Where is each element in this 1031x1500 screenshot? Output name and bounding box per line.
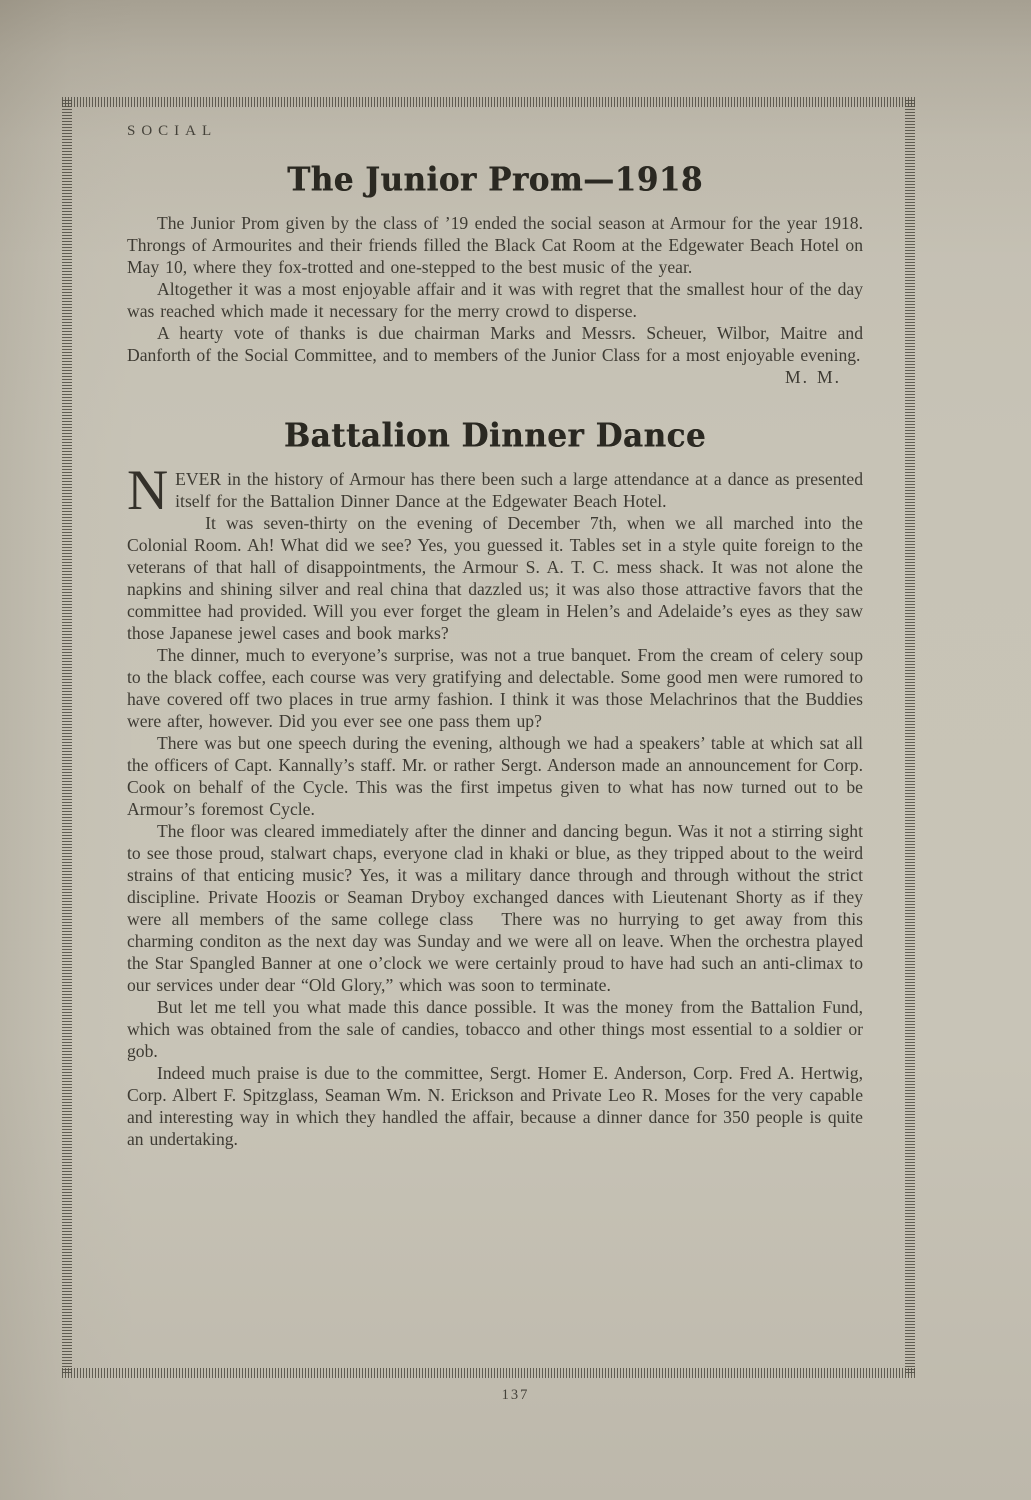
frame-left-border — [62, 100, 72, 1375]
section-title-junior-prom: The Junior Prom—1918 — [287, 161, 703, 199]
paragraph-with-signature — [127, 322, 863, 387]
paragraph: The floor was cleared immediately after the dinner and dancing begun. Was it not a stirring sight to see those proud, stalwart chaps, everyone clad in khaki or blue, as they tripped about to the weird strains of that enticing music? Yes, it was a military dance through and through without the strict discipline. Private Hoozis or Seaman Dryboy exchanged dances with Lieutenant Shorty as if they were all members of the same college class There was no hurrying to get away from this charming conditon as the next day was Sunday and we were all on leave. When the orchestra played the Star Spangled Banner at one o’clock we were certainly proud to have had such an anti-climax to our services under dear “Old Glory,” which was soon to terminate. — [127, 821, 863, 995]
section-junior-prom — [127, 212, 863, 387]
paragraph: It was seven-thirty on the evening of December 7th, when we all marched into the Colonial Room. Ah! What did we see? Yes, you guessed it. Tables set in a style quite foreign to the veterans of that hall of disappointments, the Armour S. A. T. C. mess shack. It was not alone the napkins and shining silver and real china that dazzled us; it was also those attractive favors that the committee had provided. Will you ever forget the gleam in Helen’s and Adelaide’s eyes as they saw those Japanese jewel cases and book marks? — [127, 513, 863, 643]
paragraph-text: A hearty vote of thanks is due chairman Marks and Messrs. Scheuer, Wilbor, Maitre and Danforth of the Social Committee, and to members of the Junior Class for a most enjoyable evening. — [127, 323, 863, 365]
frame-top-border — [62, 97, 915, 107]
paragraph: Indeed much praise is due to the committee, Sergt. Homer E. Anderson, Corp. Fred A. Hertwig, Corp. Albert F. Spitzglass, Seaman Wm. N. Erickson and Private Leo R. Moses for the very capable and interesting way in which they handled the affair, because a dinner dance for 350 people is quite an undertaking. — [127, 1063, 863, 1149]
page-content — [127, 107, 863, 1368]
paragraph: The dinner, much to everyone’s surprise, was not a true banquet. From the cream of celery soup to the black coffee, each course was very gratifying and delectable. Some good men were rumored to have covered off two places in true army fashion. I think it was those Melachrinos that the Buddies were after, however. Did you ever see one pass them up? — [127, 645, 863, 731]
paragraph: Altogether it was a most enjoyable affair and it was with regret that the smallest hour of the day was reached which made it necessary for the merry crowd to disperse. — [127, 279, 863, 321]
dropcap-paragraph — [127, 459, 863, 522]
paragraph-text: EVER in the history of Armour has there been such a large attendance at a dance as presented itself for the Battalion Dinner Dance at the Edgewater Beach Hotel. — [175, 469, 863, 511]
frame-bottom-border — [62, 1368, 915, 1378]
section-title-battalion-dinner-dance: Battalion Dinner Dance — [283, 417, 707, 455]
page-number: 137 — [501, 1387, 530, 1403]
dropcap-letter: N — [127, 459, 169, 522]
paragraph: There was but one speech during the evening, although we had a speakers’ table at which sat all the officers of Capt. Kannally’s staff. Mr. or rather Sergt. Anderson made an announcement for Corp. Cook on behalf of the Cycle. This was the first impetus given to what has now turned out to be Armour’s foremost Cycle. — [127, 733, 863, 819]
paragraph: But let me tell you what made this dance possible. It was the money from the Battalion Fund, which was obtained from the sale of candies, tobacco and other things most essential to a soldier or gob. — [127, 997, 863, 1061]
running-head: SOCIAL — [127, 123, 218, 139]
section-battalion-dinner-dance — [127, 459, 863, 1150]
frame-right-border — [905, 100, 915, 1375]
ornamental-hatched-frame — [62, 97, 915, 1378]
paragraph: The Junior Prom given by the class of ’19 ended the social season at Armour for the year 1918. Throngs of Armourites and their friends filled the Black Cat Room at the Edgewater Beach Hotel on May 10, where they fox-trotted and one-stepped to the best music of the year. — [127, 213, 863, 277]
author-initials: M. M. — [785, 367, 841, 387]
